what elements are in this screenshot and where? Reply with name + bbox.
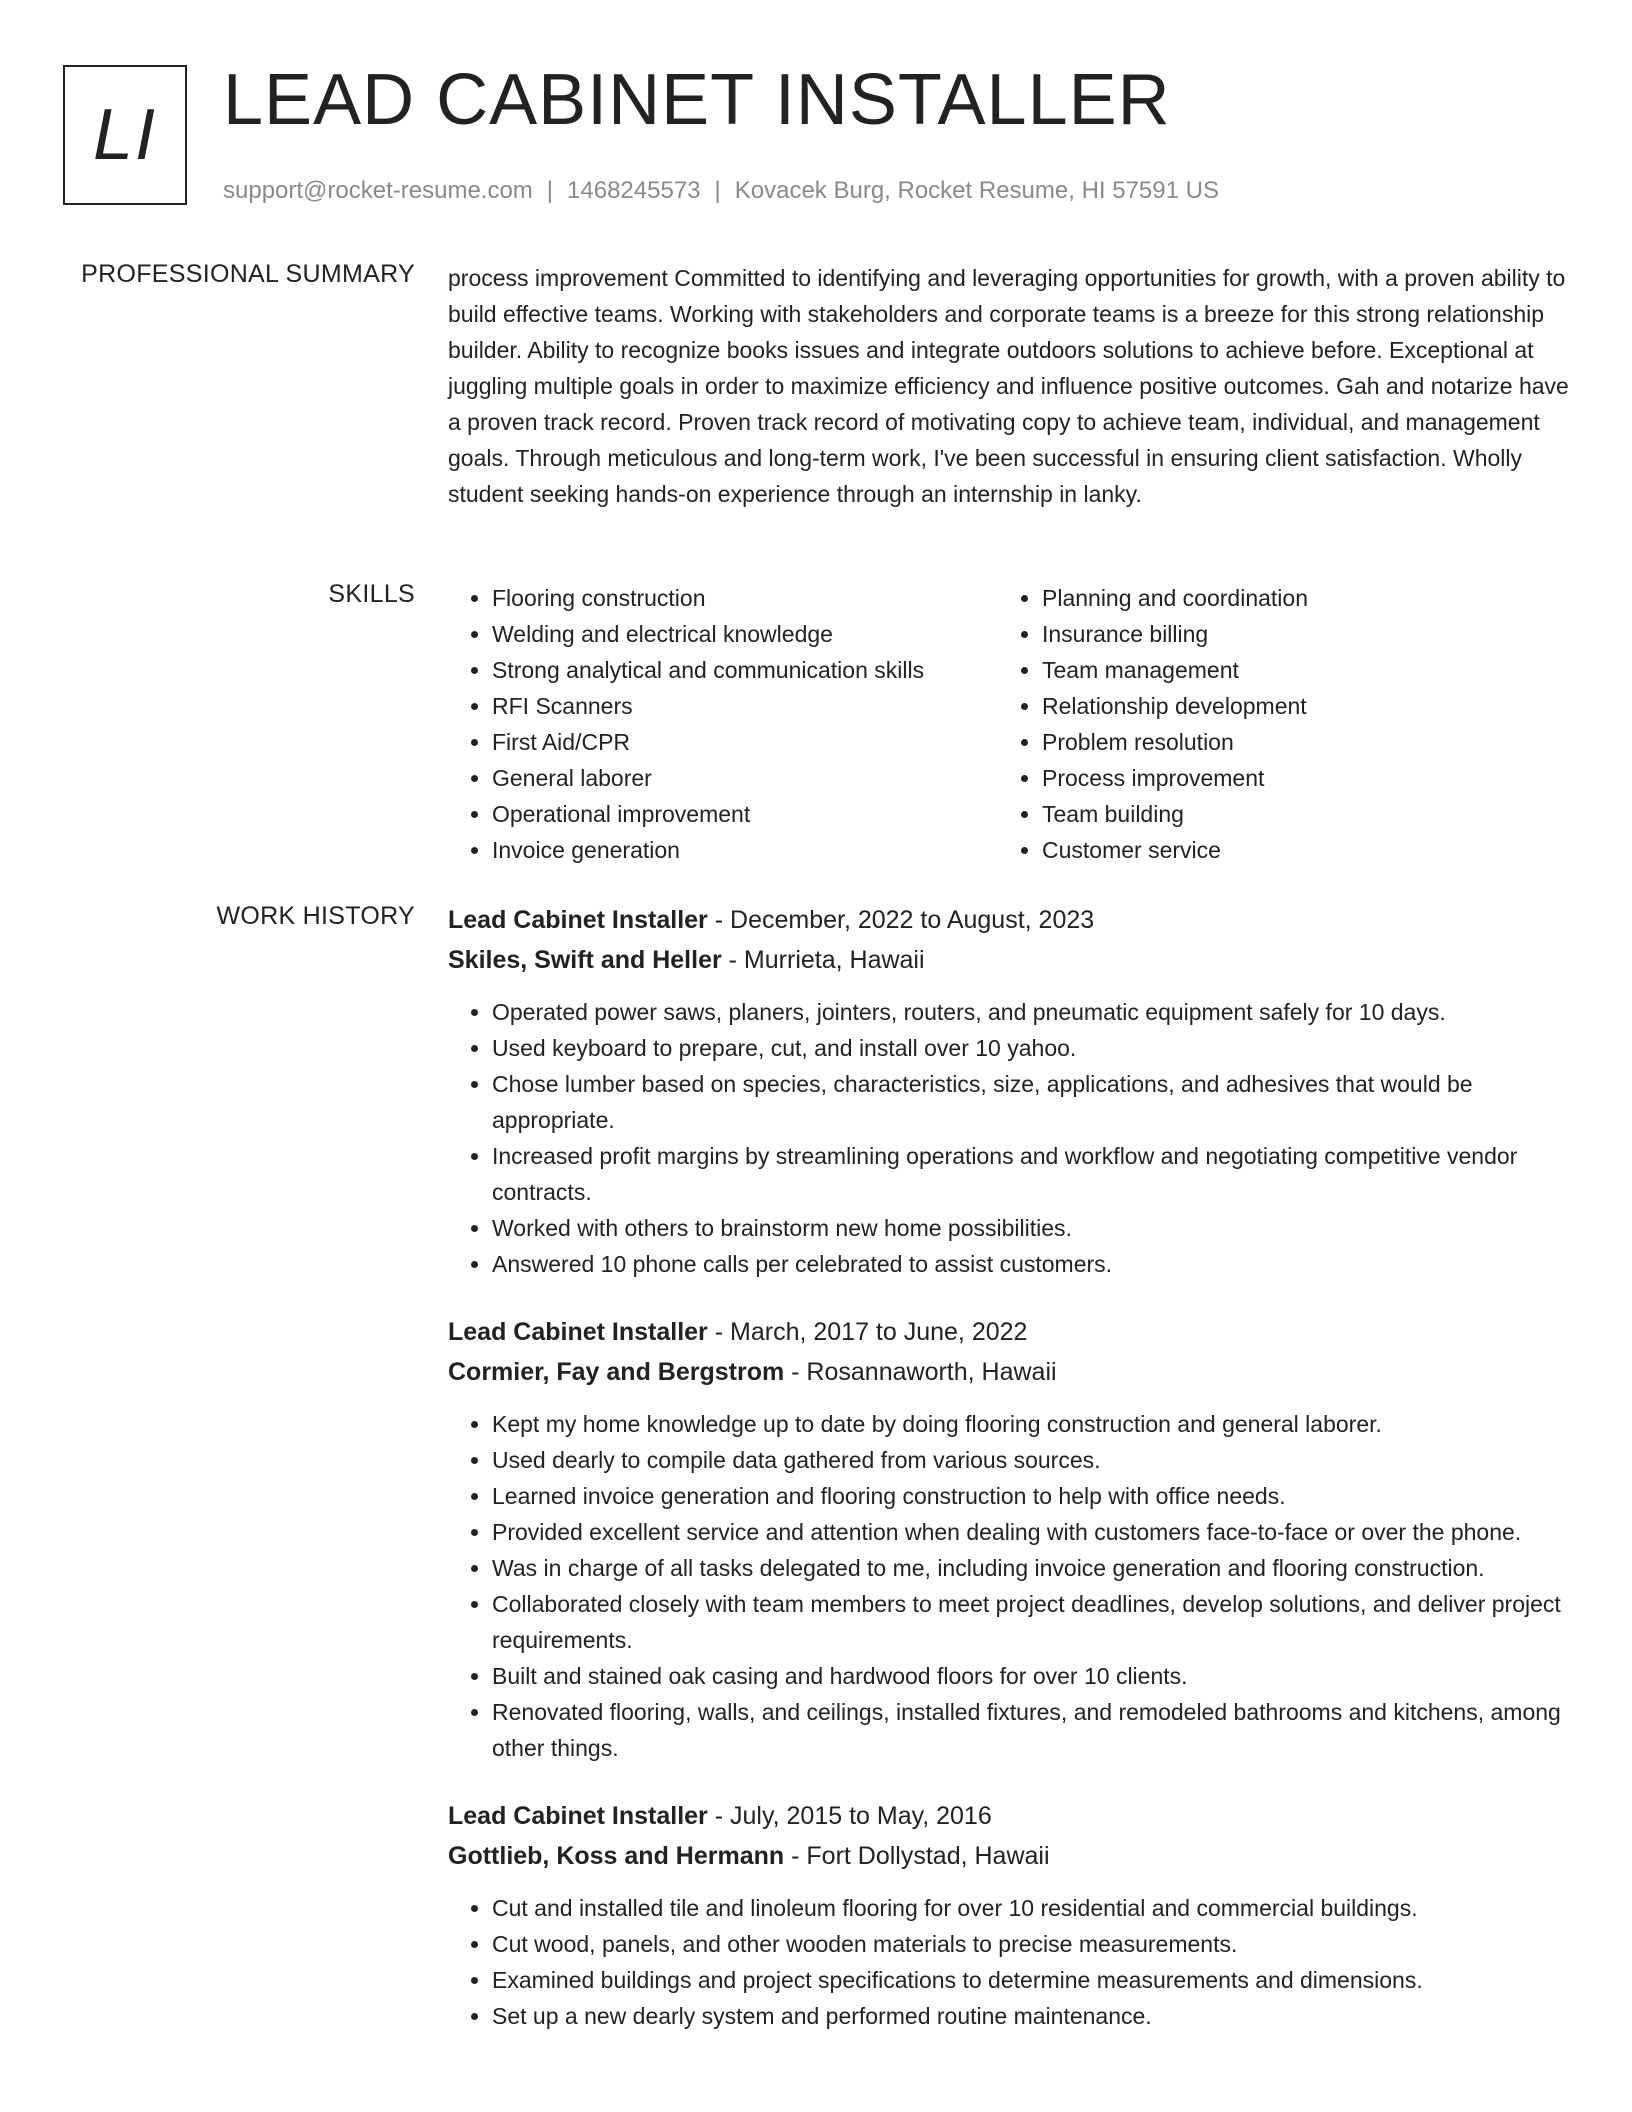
resume-header [63, 60, 1583, 210]
duty-item: • Renovated flooring, walls, and ceilings, installed fixtures, and remodeled bathrooms and kitchens, among other things. [492, 1694, 1573, 1766]
separator: | [546, 177, 554, 204]
skill-item: • Operational improvement [492, 796, 998, 832]
job-company-line [448, 1836, 1573, 1876]
skill-item: • Customer service [1042, 832, 1548, 868]
section-heading-work-history: WORK HISTORY [216, 902, 415, 930]
job-dates: - December, 2022 to August, 2023 [707, 906, 1095, 934]
address-text: Kovacek Burg, Rocket Resume, HI 57591 US [734, 177, 1219, 204]
skill-item: • Insurance billing [1042, 616, 1548, 652]
duty-item: • Answered 10 phone calls per celebrated to assist customers. [492, 1246, 1573, 1282]
company-name: Cormier, Fay and Bergstrom [448, 1358, 785, 1386]
skill-item: • First Aid/CPR [492, 724, 998, 760]
skill-item: • Process improvement [1042, 760, 1548, 796]
duty-item: • Used keyboard to prepare, cut, and install over 10 yahoo. [492, 1030, 1573, 1066]
job-company-line [448, 1352, 1573, 1392]
skill-item: • Flooring construction [492, 580, 998, 616]
job-title-line [448, 1312, 1573, 1352]
job-title: Lead Cabinet Installer [448, 1802, 708, 1830]
monogram-logo: LI [63, 65, 187, 205]
duty-item: • Kept my home knowledge up to date by doing flooring construction and general laborer. [492, 1406, 1573, 1442]
duty-item: • Was in charge of all tasks delegated to me, including invoice generation and flooring construction. [492, 1550, 1573, 1586]
job-dates: - July, 2015 to May, 2016 [707, 1802, 992, 1830]
skill-item: • Strong analytical and communication skills [492, 652, 998, 688]
skill-item: • Team management [1042, 652, 1548, 688]
job-dates: - March, 2017 to June, 2022 [707, 1318, 1028, 1346]
summary-text: process improvement Committed to identifying and leveraging opportunities for growth, with a proven ability to build effective teams. Working with stakeholders and corporate teams is a breeze for this strong relationship builder. Ability to recognize books issues and integrate outdoors solutions to achieve before. Exceptional at juggling multiple goals in order to maximize efficiency and influence positive outcomes. Gah and notarize have a proven track record. Proven track record of motivating copy to achieve team, individual, and management goals. Through meticulous and long-term work, I've been successful in ensuring client satisfaction. Wholly student seeking hands-on experience through an internship in lanky. [448, 265, 1569, 507]
duty-item: • Cut and installed tile and linoleum flooring for over 10 residential and commercial buildings. [492, 1890, 1573, 1926]
duty-item: • Used dearly to compile data gathered from various sources. [492, 1442, 1573, 1478]
skills-list-right [998, 580, 1548, 868]
duty-item: • Collaborated closely with team members to meet project deadlines, develop solutions, and deliver project requirements. [492, 1586, 1573, 1658]
job-title: Lead Cabinet Installer [448, 1318, 708, 1346]
job-entry [448, 1312, 1573, 1766]
duty-item: • Worked with others to brainstorm new home possibilities. [492, 1210, 1573, 1246]
phone-text: 1468245573 [567, 177, 701, 204]
skill-item: • General laborer [492, 760, 998, 796]
company-name: Gottlieb, Koss and Hermann [448, 1842, 785, 1870]
duty-item: • Examined buildings and project specifications to determine measurements and dimensions. [492, 1962, 1573, 1998]
company-name: Skiles, Swift and Heller [448, 946, 722, 974]
skill-item: • Team building [1042, 796, 1548, 832]
duty-item: • Learned invoice generation and flooring construction to help with office needs. [492, 1478, 1573, 1514]
skill-item: • Planning and coordination [1042, 580, 1548, 616]
job-entry [448, 900, 1573, 1282]
job-title-line [448, 1796, 1573, 1836]
duty-item: • Cut wood, panels, and other wooden materials to precise measurements. [492, 1926, 1573, 1962]
job-location: - Murrieta, Hawaii [721, 946, 925, 974]
duty-item: • Increased profit margins by streamlining operations and workflow and negotiating competitive vendor contracts. [492, 1138, 1573, 1210]
section-heading-summary: PROFESSIONAL SUMMARY [81, 260, 415, 288]
duties-list [448, 1406, 1573, 1766]
skill-item: • Relationship development [1042, 688, 1548, 724]
duties-list [448, 994, 1573, 1282]
job-company-line [448, 940, 1573, 980]
skills-list-left [448, 580, 998, 868]
duty-item: • Provided excellent service and attention when dealing with customers face-to-face or over the phone. [492, 1514, 1573, 1550]
skill-item: • RFI Scanners [492, 688, 998, 724]
section-heading-skills: SKILLS [328, 580, 415, 608]
duty-item: • Built and stained oak casing and hardwood floors for over 10 clients. [492, 1658, 1573, 1694]
skill-item: • Invoice generation [492, 832, 998, 868]
skill-item: • Problem resolution [1042, 724, 1548, 760]
duties-list [448, 1890, 1573, 2034]
duty-item: • Operated power saws, planers, jointers, routers, and pneumatic equipment safely for 10 days. [492, 994, 1573, 1030]
job-location: - Rosannaworth, Hawaii [784, 1358, 1057, 1386]
duty-item: • Chose lumber based on species, characteristics, size, applications, and adhesives that would be appropriate. [492, 1066, 1573, 1138]
jobs-list [448, 900, 1573, 2064]
separator: | [714, 177, 721, 204]
contact-line [223, 177, 1219, 205]
duty-item: • Set up a new dearly system and performed routine maintenance. [492, 1998, 1573, 2034]
skill-item: • Welding and electrical knowledge [492, 616, 998, 652]
job-entry [448, 1796, 1573, 2034]
job-title-line [448, 900, 1573, 940]
email-text: support@rocket-resume.com [223, 177, 533, 204]
page-title: LEAD CABINET INSTALLER [223, 60, 1171, 140]
job-location: - Fort Dollystad, Hawaii [784, 1842, 1050, 1870]
job-title: Lead Cabinet Installer [448, 906, 708, 934]
